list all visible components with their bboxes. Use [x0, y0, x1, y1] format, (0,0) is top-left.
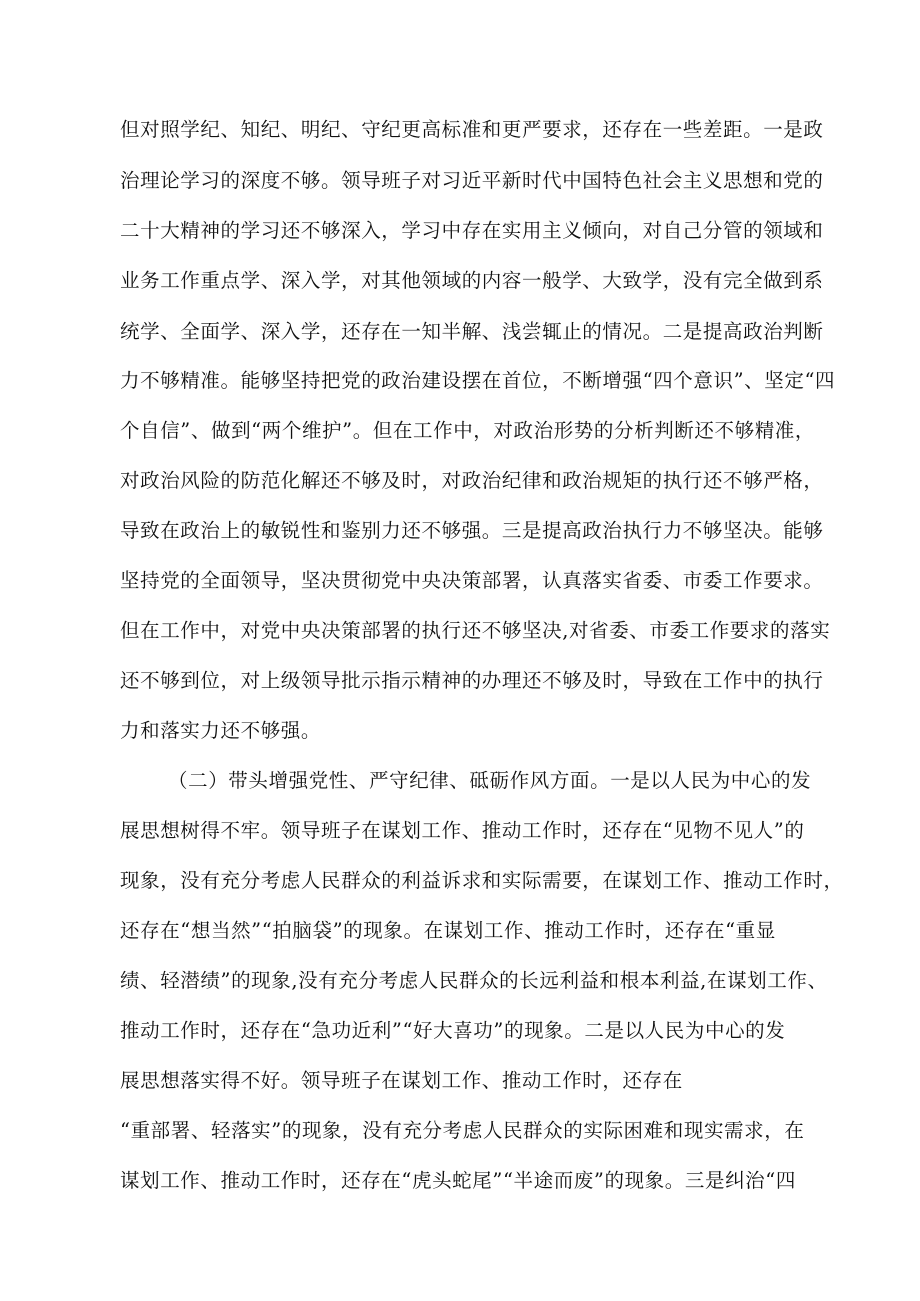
body-text-line: 二十大精神的学习还不够深入，学习中存在实用主义倾向，对自己分管的领域和 [120, 219, 824, 242]
section-heading-line: （二）带头增强党性、严守纪律、砥砺作风方面。一是以人民为中心的发 [168, 769, 812, 792]
body-text-line: 个自信”、做到“两个维护”。但在工作中，对政治形势的分析判断还不够精准， [120, 419, 816, 442]
body-text-line: 展思想落实得不好。领导班子在谋划工作、推动工作时，还存在 [120, 1069, 683, 1092]
body-text-line: 导致在政治上的敏锐性和鉴别力还不够强。三是提高政治执行力不够坚决。能够 [120, 519, 824, 542]
body-text-line: 力不够精准。能够坚持把党的政治建设摆在首位，不断增强“四个意识”、坚定“四 [120, 369, 836, 392]
body-text-line: 但在工作中，对党中央决策部署的执行还不够坚决,对省委、市委工作要求的落实 [120, 619, 831, 642]
body-text-line: 但对照学纪、知纪、明纪、守纪更高标准和更严要求，还存在一些差距。一是政 [120, 118, 824, 141]
body-text-line: 还不够到位，对上级领导批示指示精神的办理还不够及时，导致在工作中的执行 [120, 669, 824, 692]
body-text-line: 推动工作时，还存在“急功近利”“好大喜功”的现象。二是以人民为中心的发 [120, 1019, 786, 1042]
body-text-line: 坚持党的全面领导，坚决贯彻党中央决策部署，认真落实省委、市委工作要求。 [120, 569, 824, 592]
body-text-line: 对政治风险的防范化解还不够及时，对政治纪律和政治规矩的执行还不够严格， [120, 469, 824, 492]
body-text-line: 现象，没有充分考虑人民群众的利益诉求和实际需要，在谋划工作、推动工作时， [120, 869, 844, 892]
body-text-line: 谋划工作、推动工作时，还存在“虎头蛇尾”“半途而废”的现象。三是纠治“四 [120, 1169, 796, 1192]
body-text-line: 统学、全面学、深入学，还存在一知半解、浅尝辄止的情况。二是提高政治判断 [120, 320, 824, 343]
body-text-line: “重部署、轻落实”的现象，没有充分考虑人民群众的实际困难和现实需求，在 [120, 1119, 805, 1142]
body-text-line: 还存在“想当然”“拍脑袋”的现象。在谋划工作、推动工作时，还存在“重显 [120, 919, 776, 942]
body-text-line: 展思想树得不牢。领导班子在谋划工作、推动工作时，还存在“见物不见人”的 [120, 819, 805, 842]
body-text-line: 力和落实力还不够强。 [120, 719, 322, 742]
body-text-line: 业务工作重点学、深入学，对其他领域的内容一般学、大致学，没有完全做到系 [120, 269, 824, 292]
body-text-line: 绩、轻潜绩”的现象,没有充分考虑人民群众的长远利益和根本利益,在谋划工作、 [120, 969, 828, 992]
body-text-line: 治理论学习的深度不够。领导班子对习近平新时代中国特色社会主义思想和党的 [120, 169, 824, 192]
